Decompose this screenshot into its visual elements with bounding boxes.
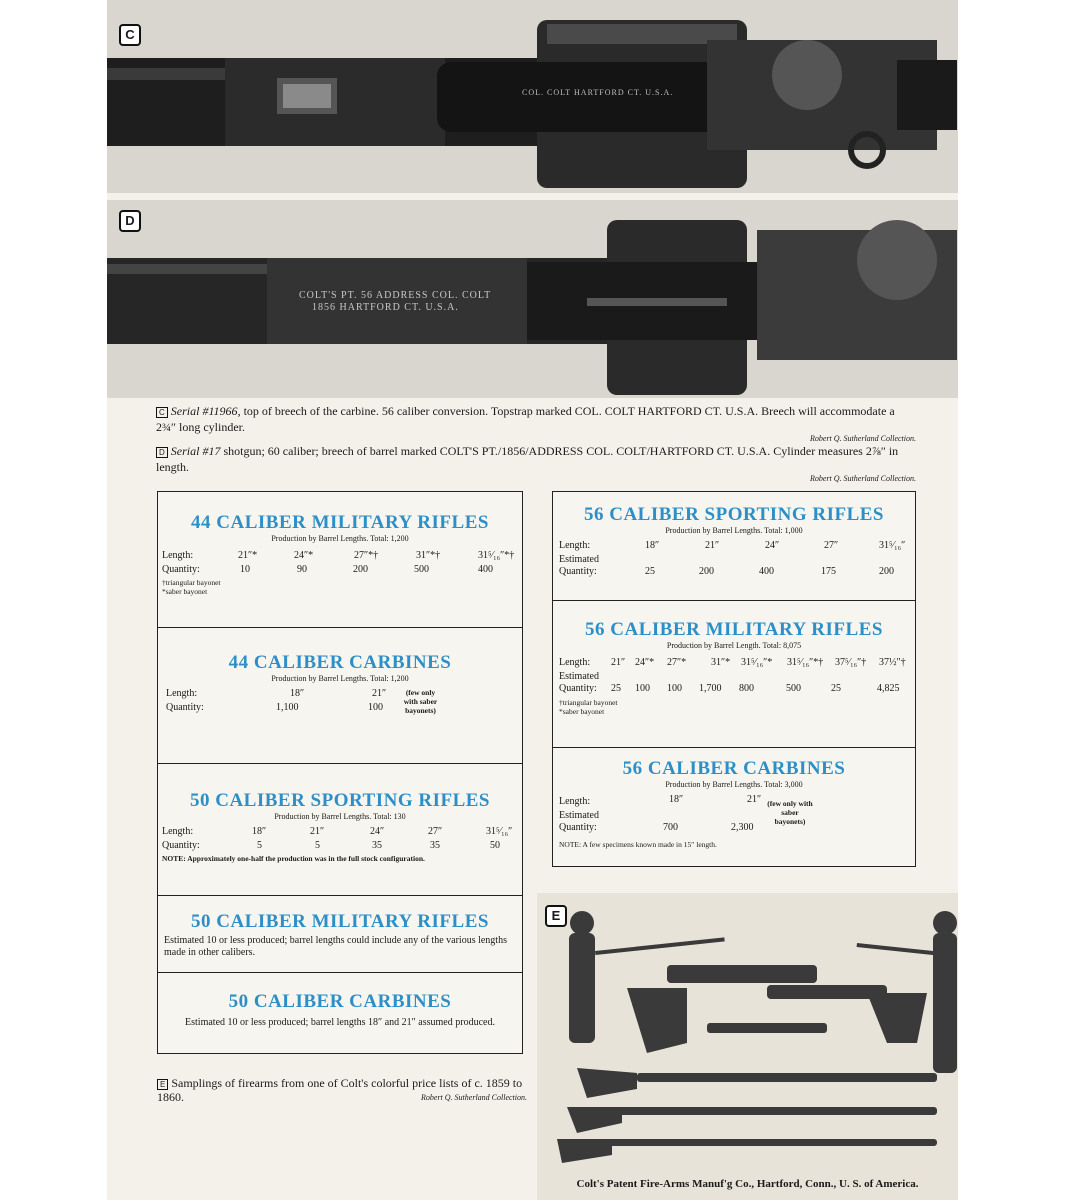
quantity-cell: 4,825 [877, 683, 900, 694]
length-label: Length: [162, 826, 194, 837]
table-note: NOTE: Approximately one-half the production was in the full stock configuration. [162, 854, 425, 863]
quantity-cell: 400 [759, 566, 774, 577]
length-label: Length: [162, 550, 194, 561]
quantity-cell: 90 [297, 564, 307, 575]
length-cell: 24″* [294, 550, 314, 561]
table-subtitle: Production by Barrel Lengths. Total: 1,200 [271, 674, 409, 683]
quantity-cell: 1,100 [276, 702, 299, 713]
length-cell: 21″ [705, 540, 720, 551]
estimated-label: Estimated [559, 810, 599, 821]
caption-e [157, 1077, 527, 1104]
length-label: Length: [166, 688, 198, 699]
caption-c-text: , top of breech of the carbine. 56 caliber conversion. Topstrap marked COL. COLT HARTFORD CT. U.S.A. Breech will accommodate a 2¾″ long cylinder. [156, 404, 895, 434]
caption-c-tag: C [156, 407, 168, 418]
quantity-cell: 50 [490, 840, 500, 851]
photo-c-marking: COL. COLT HARTFORD CT. U.S.A. [522, 88, 674, 97]
photo-d-marking-line1: COLT'S PT. 56 ADDRESS COL. COLT [299, 290, 492, 301]
length-cell: 24″* [635, 657, 655, 668]
table-44-carbines [157, 627, 523, 764]
length-cell: 37½″† [879, 657, 906, 668]
quantity-cell: 2,300 [731, 822, 754, 833]
photo-d-tag: D [119, 210, 141, 232]
table-title: 44 CALIBER CARBINES [228, 652, 452, 673]
quantity-cell: 400 [478, 564, 493, 575]
table-text: Estimated 10 or less produced; barrel lengths could include any of the various lengths made in other calibers. [164, 935, 507, 958]
caption-d-credit: Robert Q. Sutherland Collection. [810, 474, 916, 483]
table-title: 50 CALIBER MILITARY RIFLES [191, 911, 489, 932]
caption-d-tag: D [156, 447, 168, 458]
length-cell: 27″ [824, 540, 839, 551]
table-side-note: (few only with saber bayonets) [403, 688, 438, 715]
figure-e-tag: E [545, 905, 567, 927]
table-subtitle: Production by Barrel Lengths. Total: 1,200 [271, 534, 409, 543]
length-cell: 18″ [645, 540, 660, 551]
quantity-cell: 1,700 [699, 683, 722, 694]
caption-c-serial: Serial #11966 [170, 404, 238, 418]
length-cell: 21″ [611, 657, 626, 668]
length-cell: 27″*† [354, 550, 379, 561]
caption-c [156, 404, 916, 444]
table-note: NOTE: A few specimens known made in 15″ length. [559, 840, 717, 849]
quantity-label: Quantity: [559, 822, 597, 833]
length-cell: 18″ [669, 794, 684, 805]
caption-d-serial: Serial #17 [170, 444, 221, 458]
quantity-cell: 100 [667, 683, 682, 694]
caption-e-credit: Robert Q. Sutherland Collection. [421, 1093, 527, 1102]
length-cell: 24″ [765, 540, 780, 551]
table-note: †triangular bayonet [162, 578, 221, 587]
table-subtitle: Production by Barrel Lengths. Total: 3,000 [665, 780, 803, 789]
table-title: 50 CALIBER CARBINES [228, 991, 452, 1012]
length-cell: 31⁵⁄₁₆″*† [478, 550, 515, 561]
quantity-cell: 200 [699, 566, 714, 577]
caption-c-credit: Robert Q. Sutherland Collection. [810, 434, 916, 443]
length-cell: 21″ [372, 688, 387, 699]
table-note: †triangular bayonet [559, 698, 618, 707]
length-cell: 21″ [310, 826, 325, 837]
length-label: Length: [559, 540, 591, 551]
quantity-cell: 200 [879, 566, 894, 577]
quantity-cell: 175 [821, 566, 836, 577]
length-cell: 31″* [711, 657, 731, 668]
table-title: 56 CALIBER CARBINES [622, 758, 846, 779]
quantity-label: Quantity: [559, 683, 597, 694]
quantity-cell: 35 [372, 840, 382, 851]
table-50-sporting-rifles [157, 763, 523, 896]
photo-c-breech-carbine [107, 0, 958, 193]
quantity-cell: 10 [240, 564, 250, 575]
quantity-label: Quantity: [166, 702, 204, 713]
table-title: 56 CALIBER MILITARY RIFLES [585, 619, 883, 640]
table-title: 44 CALIBER MILITARY RIFLES [191, 512, 489, 533]
length-cell: 31″*† [416, 550, 441, 561]
length-cell: 27″ [428, 826, 443, 837]
quantity-cell: 100 [368, 702, 383, 713]
table-text: Estimated 10 or less produced; barrel lengths 18″ and 21″ assumed produced. [185, 1017, 495, 1028]
table-title: 56 CALIBER SPORTING RIFLES [583, 504, 885, 525]
quantity-label: Quantity: [162, 564, 200, 575]
length-label: Length: [559, 796, 591, 807]
table-50-carbines [157, 972, 523, 1054]
caption-d [156, 444, 916, 484]
estimated-label: Estimated [559, 671, 599, 682]
quantity-cell: 200 [353, 564, 368, 575]
table-56-sporting-rifles [552, 491, 916, 601]
caption-d-text: shotgun; 60 caliber; breech of barrel marked COLT'S PT./1856/ADDRESS COL. COLT/HARTFORD CT. U.S.A. Cylinder measures 2⅞″ in length. [156, 444, 899, 474]
page [107, 0, 958, 1200]
length-cell: 31⁵⁄₁₆″ [879, 540, 906, 551]
photo-d-breech-shotgun [107, 200, 958, 398]
length-label: Length: [559, 657, 591, 668]
figure-e-price-list-engraving [537, 893, 958, 1200]
length-cell: 31⁵⁄₁₆″*† [787, 657, 824, 668]
table-note: *saber bayonet [162, 587, 208, 596]
table-56-military-rifles [552, 600, 916, 748]
photo-d-marking-line2: 1856 HARTFORD CT. U.S.A. [312, 302, 459, 313]
table-subtitle: Production by Barrel Lengths. Total: 130 [274, 812, 406, 821]
quantity-cell: 5 [257, 840, 262, 851]
quantity-cell: 800 [739, 683, 754, 694]
length-cell: 37⁵⁄₁₆″† [835, 657, 867, 668]
length-cell: 18″ [252, 826, 267, 837]
caption-e-text: Samplings of firearms from one of Colt's colorful price lists of c. 1859 to 1860. [157, 1076, 523, 1104]
length-cell: 21″ [747, 794, 762, 805]
quantity-cell: 700 [663, 822, 678, 833]
table-side-note: (few only with saber bayonets) [767, 799, 813, 826]
length-cell: 18″ [290, 688, 305, 699]
quantity-label: Quantity: [559, 566, 597, 577]
length-cell: 31⁵⁄₁₆″ [486, 826, 513, 837]
quantity-cell: 500 [786, 683, 801, 694]
table-note: *saber bayonet [559, 707, 605, 716]
quantity-cell: 25 [831, 683, 841, 694]
length-cell: 27″* [667, 657, 687, 668]
estimated-label: Estimated [559, 554, 599, 565]
length-cell: 24″ [370, 826, 385, 837]
quantity-cell: 500 [414, 564, 429, 575]
engraving-illustration [537, 893, 958, 1200]
quantity-cell: 100 [635, 683, 650, 694]
quantity-cell: 25 [645, 566, 655, 577]
quantity-cell: 35 [430, 840, 440, 851]
quantity-label: Quantity: [162, 840, 200, 851]
table-subtitle: Production by Barrel Lengths. Total: 1,000 [665, 526, 803, 535]
figure-e-engraved-title: Colt's Patent Fire-Arms Manuf'g Co., Hartford, Conn., U. S. of America. [576, 1178, 919, 1190]
table-44-military-rifles [157, 491, 523, 628]
photo-c-tag: C [119, 24, 141, 46]
quantity-cell: 25 [611, 683, 621, 694]
length-cell: 31⁵⁄₁₆″* [741, 657, 773, 668]
caption-e-tag: E [157, 1079, 168, 1090]
quantity-cell: 5 [315, 840, 320, 851]
table-subtitle: Production by Barrel Length. Total: 8,075 [666, 641, 802, 650]
table-50-military-rifles [157, 895, 523, 973]
length-cell: 21″* [238, 550, 258, 561]
table-title: 50 CALIBER SPORTING RIFLES [189, 790, 491, 811]
table-56-carbines [552, 747, 916, 867]
